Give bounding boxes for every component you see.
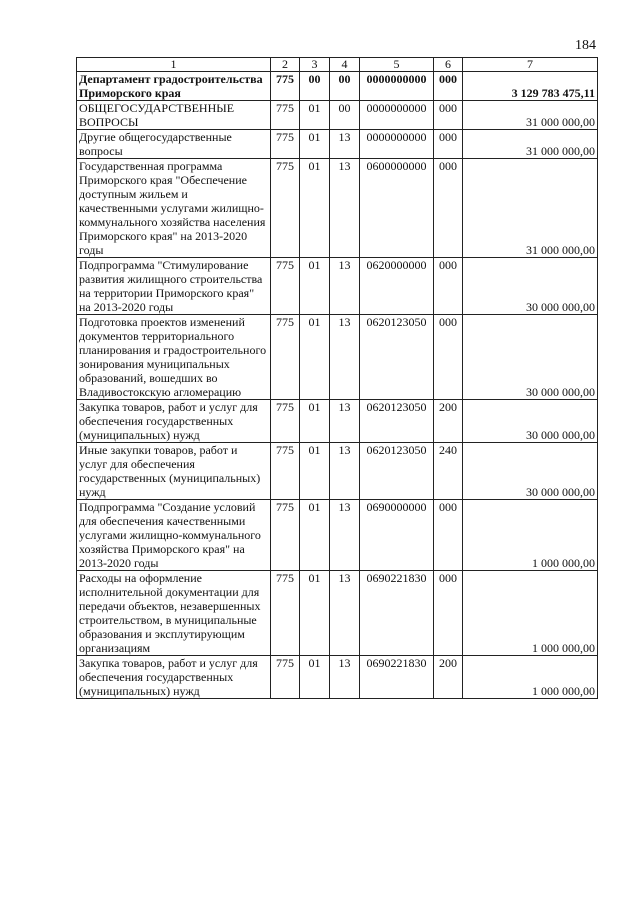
header-cell: 5 — [360, 58, 434, 72]
amount-cell: 1 000 000,00 — [463, 656, 598, 699]
table-row — [77, 258, 598, 315]
code-cell-5: 0000000000 — [360, 72, 434, 101]
table-row — [77, 72, 598, 101]
code-cell-4: 13 — [330, 571, 360, 656]
code-cell-5: 0690221830 — [360, 571, 434, 656]
table-row — [77, 400, 598, 443]
code-cell-3: 01 — [300, 656, 330, 699]
code-cell-2: 775 — [271, 571, 300, 656]
code-cell-4: 13 — [330, 159, 360, 258]
code-cell-6: 000 — [434, 315, 463, 400]
code-cell-2: 775 — [271, 400, 300, 443]
table-row — [77, 101, 598, 130]
table-header-row — [77, 58, 598, 72]
table-row — [77, 500, 598, 571]
code-cell-6: 000 — [434, 101, 463, 130]
code-cell-6: 000 — [434, 500, 463, 571]
code-cell-4: 00 — [330, 101, 360, 130]
row-name-cell: Подпрограмма "Создание условий для обеспечения качественными услугами жилищно-коммунального хозяйства Приморского края" на 2013-2020 годы — [77, 500, 271, 571]
code-cell-4: 13 — [330, 500, 360, 571]
code-cell-4: 00 — [330, 72, 360, 101]
table-row — [77, 571, 598, 656]
header-cell: 3 — [300, 58, 330, 72]
code-cell-4: 13 — [330, 656, 360, 699]
code-cell-6: 000 — [434, 258, 463, 315]
table-row — [77, 443, 598, 500]
code-cell-2: 775 — [271, 159, 300, 258]
code-cell-2: 775 — [271, 443, 300, 500]
amount-cell: 3 129 783 475,11 — [463, 72, 598, 101]
table-row — [77, 656, 598, 699]
code-cell-4: 13 — [330, 130, 360, 159]
row-name-cell: Другие общегосударственные вопросы — [77, 130, 271, 159]
code-cell-6: 240 — [434, 443, 463, 500]
code-cell-5: 0620123050 — [360, 443, 434, 500]
header-cell: 1 — [77, 58, 271, 72]
table-row — [77, 130, 598, 159]
budget-table — [76, 57, 598, 699]
code-cell-2: 775 — [271, 656, 300, 699]
code-cell-4: 13 — [330, 258, 360, 315]
code-cell-2: 775 — [271, 315, 300, 400]
code-cell-6: 000 — [434, 159, 463, 258]
row-name-cell: ОБЩЕГОСУДАРСТВЕННЫЕ ВОПРОСЫ — [77, 101, 271, 130]
code-cell-5: 0000000000 — [360, 101, 434, 130]
row-name-cell: Иные закупки товаров, работ и услуг для обеспечения государственных (муниципальных) нужд — [77, 443, 271, 500]
code-cell-3: 01 — [300, 500, 330, 571]
amount-cell: 31 000 000,00 — [463, 130, 598, 159]
code-cell-3: 01 — [300, 443, 330, 500]
page-number: 184 — [575, 38, 596, 53]
table-row — [77, 159, 598, 258]
row-name-cell: Департамент градостроительства Приморского края — [77, 72, 271, 101]
code-cell-2: 775 — [271, 258, 300, 315]
code-cell-3: 01 — [300, 315, 330, 400]
row-name-cell: Подготовка проектов изменений документов территориального планирования и градостроительного зонирования муниципальных образований, вошедших во Владивостокскую агломерацию — [77, 315, 271, 400]
code-cell-6: 000 — [434, 72, 463, 101]
code-cell-3: 01 — [300, 571, 330, 656]
code-cell-3: 01 — [300, 130, 330, 159]
code-cell-2: 775 — [271, 101, 300, 130]
amount-cell: 1 000 000,00 — [463, 571, 598, 656]
code-cell-5: 0620123050 — [360, 400, 434, 443]
amount-cell: 31 000 000,00 — [463, 159, 598, 258]
code-cell-3: 01 — [300, 101, 330, 130]
amount-cell: 30 000 000,00 — [463, 315, 598, 400]
row-name-cell: Закупка товаров, работ и услуг для обеспечения государственных (муниципальных) нужд — [77, 400, 271, 443]
code-cell-6: 200 — [434, 656, 463, 699]
code-cell-3: 01 — [300, 159, 330, 258]
header-cell: 2 — [271, 58, 300, 72]
code-cell-6: 000 — [434, 571, 463, 656]
header-cell: 7 — [463, 58, 598, 72]
code-cell-5: 0620000000 — [360, 258, 434, 315]
code-cell-4: 13 — [330, 400, 360, 443]
code-cell-5: 0620123050 — [360, 315, 434, 400]
code-cell-3: 01 — [300, 258, 330, 315]
code-cell-5: 0600000000 — [360, 159, 434, 258]
amount-cell: 30 000 000,00 — [463, 258, 598, 315]
code-cell-4: 13 — [330, 315, 360, 400]
code-cell-5: 0000000000 — [360, 130, 434, 159]
header-cell: 4 — [330, 58, 360, 72]
amount-cell: 1 000 000,00 — [463, 500, 598, 571]
code-cell-4: 13 — [330, 443, 360, 500]
code-cell-3: 01 — [300, 400, 330, 443]
header-cell: 6 — [434, 58, 463, 72]
code-cell-6: 200 — [434, 400, 463, 443]
row-name-cell: Закупка товаров, работ и услуг для обеспечения государственных (муниципальных) нужд — [77, 656, 271, 699]
row-name-cell: Подпрограмма "Стимулирование развития жилищного строительства на территории Приморского края" на 2013-2020 годы — [77, 258, 271, 315]
row-name-cell: Расходы на оформление исполнительной документации для передачи объектов, незавершенных строительством, в муниципальные образования и эксплутирующим организациям — [77, 571, 271, 656]
code-cell-5: 0690000000 — [360, 500, 434, 571]
code-cell-2: 775 — [271, 500, 300, 571]
code-cell-5: 0690221830 — [360, 656, 434, 699]
code-cell-3: 00 — [300, 72, 330, 101]
code-cell-2: 775 — [271, 72, 300, 101]
amount-cell: 30 000 000,00 — [463, 400, 598, 443]
amount-cell: 31 000 000,00 — [463, 101, 598, 130]
table-row — [77, 315, 598, 400]
code-cell-6: 000 — [434, 130, 463, 159]
row-name-cell: Государственная программа Приморского края "Обеспечение доступным жильем и качественными услугами жилищно-коммунального хозяйства населения Приморского края" на 2013-2020 годы — [77, 159, 271, 258]
code-cell-2: 775 — [271, 130, 300, 159]
amount-cell: 30 000 000,00 — [463, 443, 598, 500]
